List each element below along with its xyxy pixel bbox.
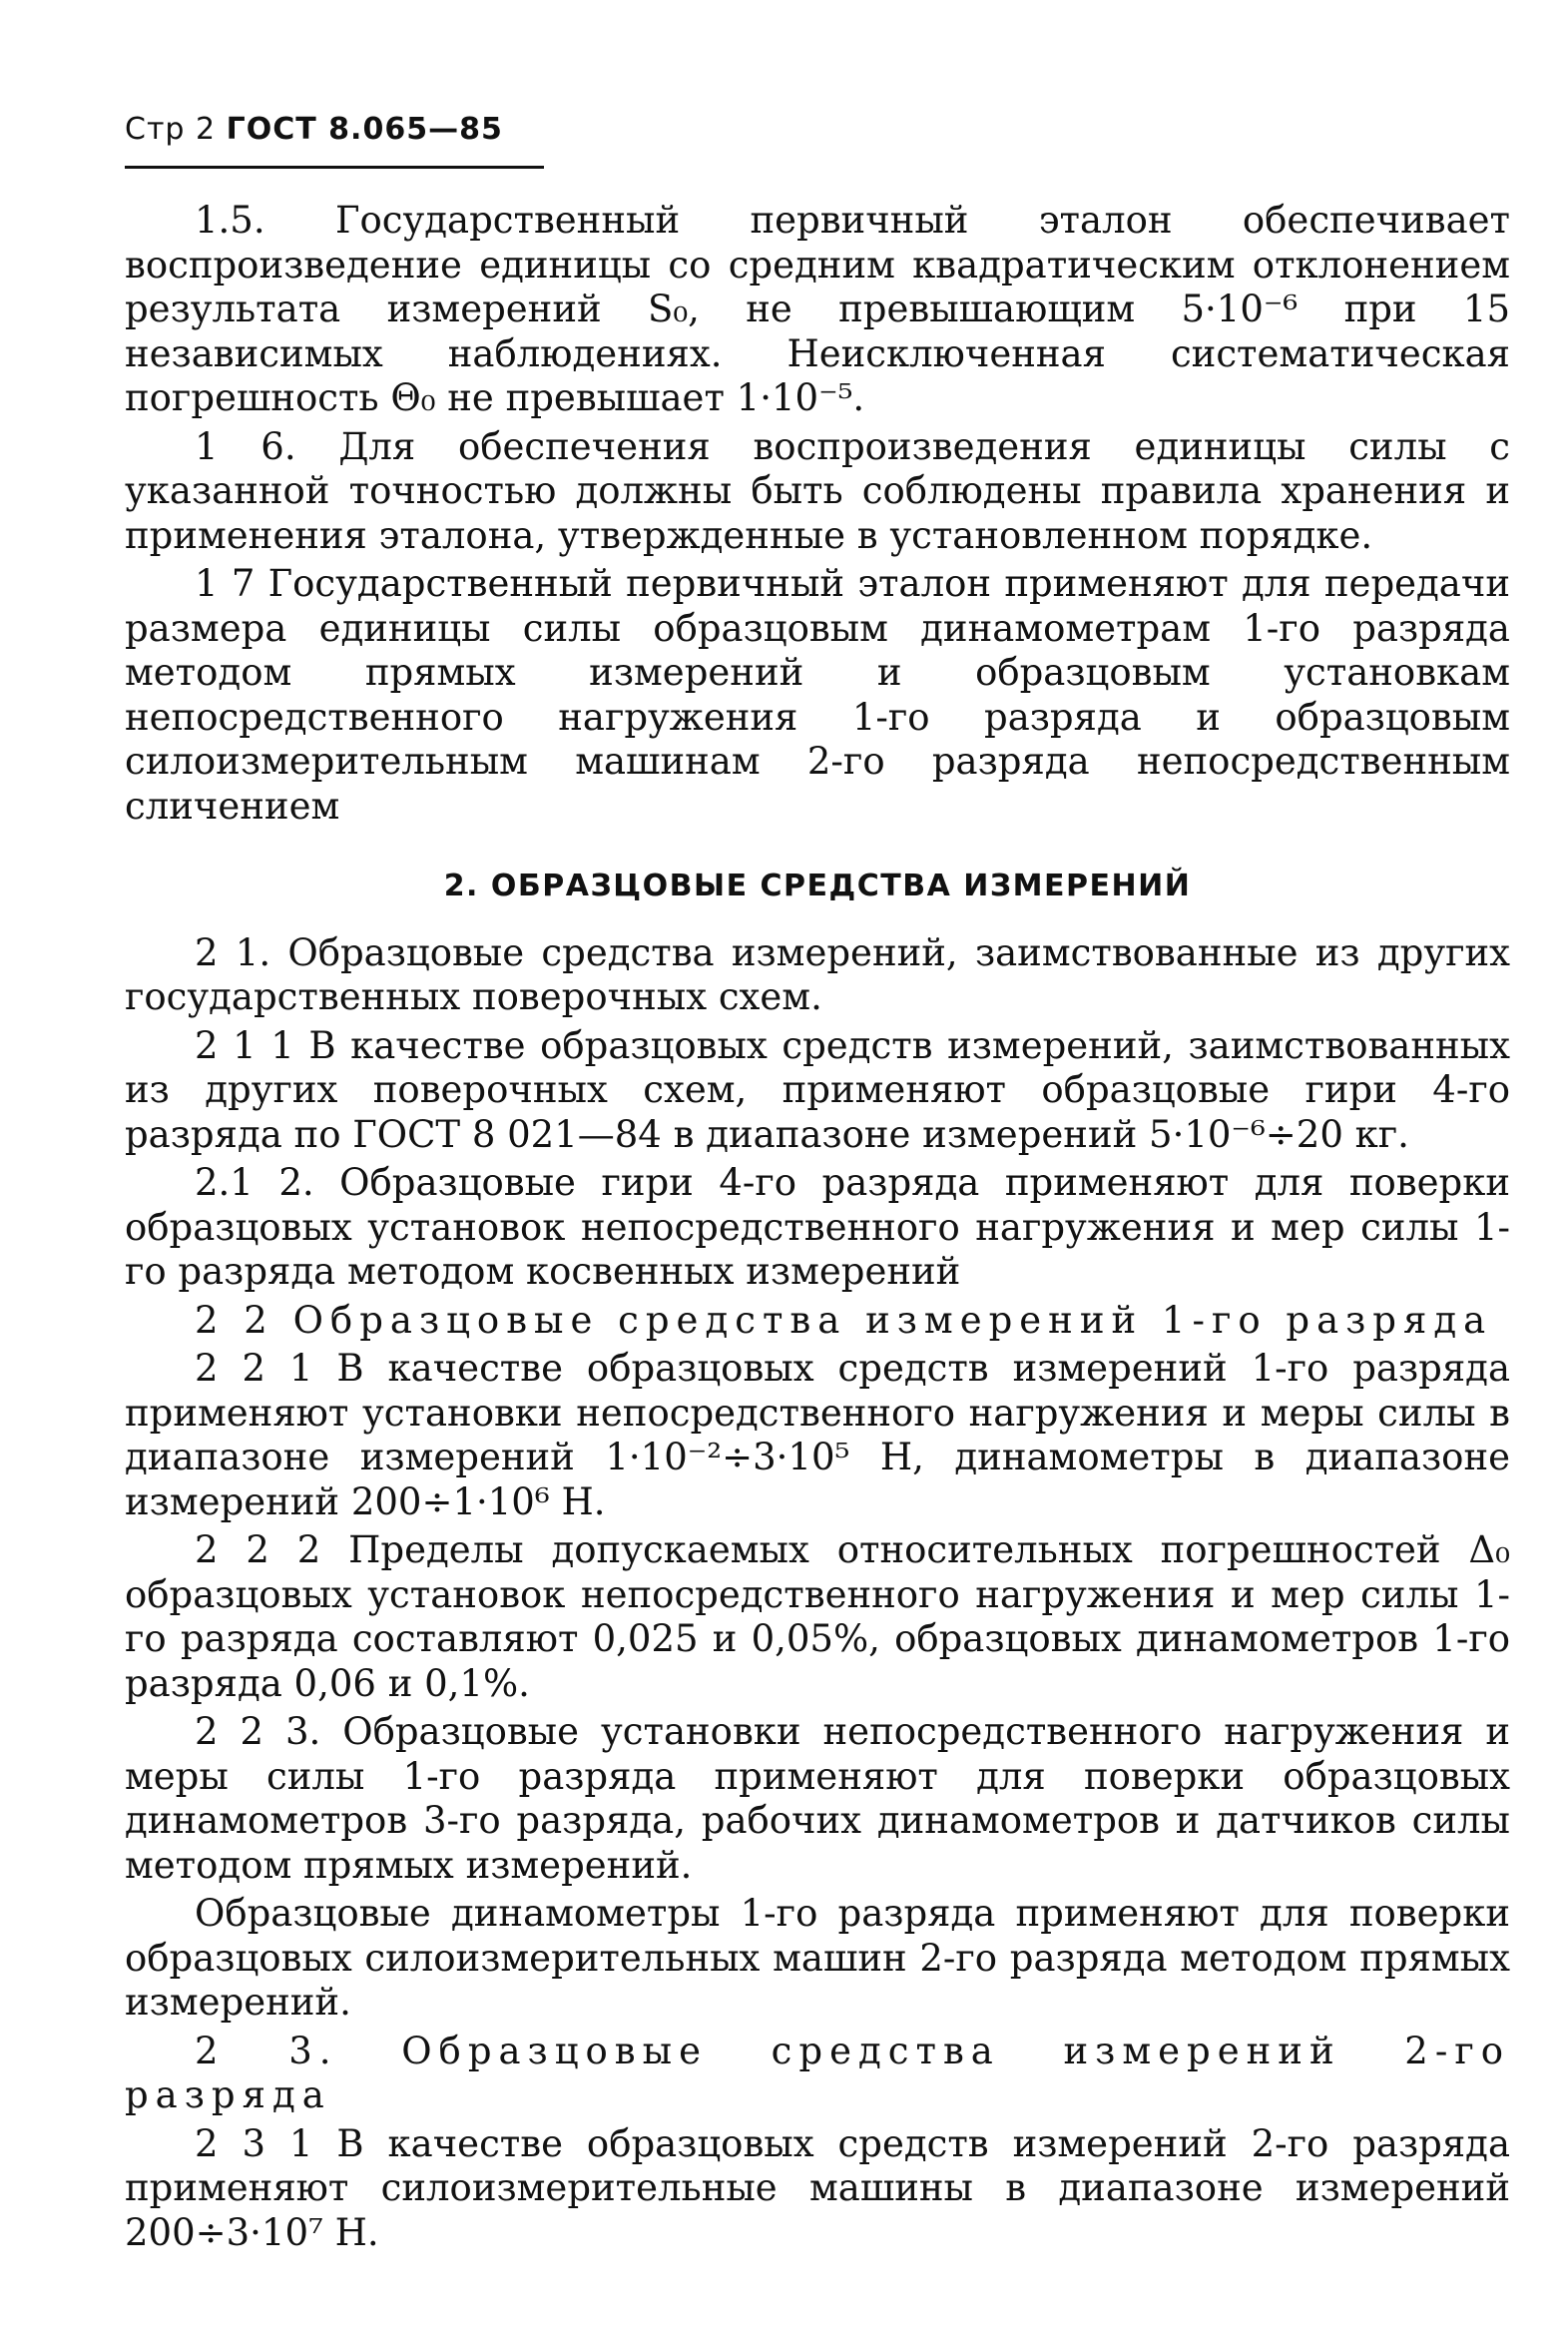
- paragraph-2-1-1: 2 1 1 В качестве образцовых средств измерений, заимствованных из других поверочных схем, применяют образцовые гири 4-го разряда по ГОСТ 8 021—84 в диапазоне измерений 5·10⁻⁶÷20 кг.: [125, 1023, 1510, 1156]
- paragraph-1-7: 1 7 Государственный первичный эталон применяют для передачи размера единицы силы образцовым динамометрам 1-го разряда методом прямых измерений и образцовым установкам непосредственного нагружения 1-го разряда и образцовым силоизмерительным машинам 2-го разряда непосредственным сличением: [125, 562, 1510, 828]
- paragraph-2-1-2: 2.1 2. Образцовые гири 4-го разряда применяют для поверки образцовых установок непосредственного нагружения и мер силы 1-го разряда методом косвенных измерений: [125, 1161, 1510, 1293]
- paragraph-2-2-3-continued: Образцовые динамометры 1-го разряда применяют для поверки образцовых силоизмерительных машин 2-го разряда методом прямых измерений.: [125, 1892, 1510, 2024]
- paragraph-2-2-1: 2 2 1 В качестве образцовых средств измерений 1-го разряда применяют установки непосредственного нагружения и меры силы в диапазоне измерений 1·10⁻²÷3·10⁵ Н, динамометры в диапазоне измерений 200÷1·10⁶ Н.: [125, 1347, 1510, 1523]
- paragraph-2-2-heading: 2 2 Образцовые средства измерений 1-го разряда: [195, 1298, 1493, 1342]
- paragraph-2-3-heading: 2 3. Образцовые средства измерений 2-го разряда: [125, 2029, 1510, 2116]
- paragraph-2-2-2: 2 2 2 Пределы допускаемых относительных погрешностей Δ₀ образцовых установок непосредственного нагружения и мер силы 1-го разряда составляют 0,025 и 0,05%, образцовых динамометров 1-го разряда 0,06 и 0,1%.: [125, 1528, 1510, 1705]
- section-2-title: 2. ОБРАЗЦОВЫЕ СРЕДСТВА ИЗМЕРЕНИЙ: [443, 869, 1192, 903]
- page-label: Стр 2: [125, 112, 217, 147]
- paragraph-2-3-1: 2 3 1 В качестве образцовых средств измерений 2-го разряда применяют силоизмерительные машины в диапазоне измерений 200÷3·10⁷ Н.: [125, 2121, 1510, 2254]
- running-head: [125, 110, 544, 169]
- paragraph-2-1: 2 1. Образцовые средства измерений, заимствованные из других государственных поверочных схем.: [125, 930, 1510, 1018]
- standard-number: ГОСТ 8.065—85: [226, 112, 503, 147]
- paragraph-1-5: 1.5. Государственный первичный эталон обеспечивает воспроизведение единицы со средним квадратическим отклонением результата измерений S₀, не превышающим 5·10⁻⁶ при 15 независимых наблюдениях. Неисключенная систематическая погрешность Θ₀ не превышает 1·10⁻⁵.: [125, 199, 1510, 419]
- paragraph-2-2-3: 2 2 3. Образцовые установки непосредственного нагружения и меры силы 1-го разряда применяют для поверки образцовых динамометров 3-го разряда, рабочих динамометров и датчиков силы методом прямых измерений.: [125, 1710, 1510, 1887]
- paragraph-1-6: 1 6. Для обеспечения воспроизведения единицы силы с указанной точностью должны быть соблюдены правила хранения и применения эталона, утвержденные в установленном порядке.: [125, 424, 1510, 557]
